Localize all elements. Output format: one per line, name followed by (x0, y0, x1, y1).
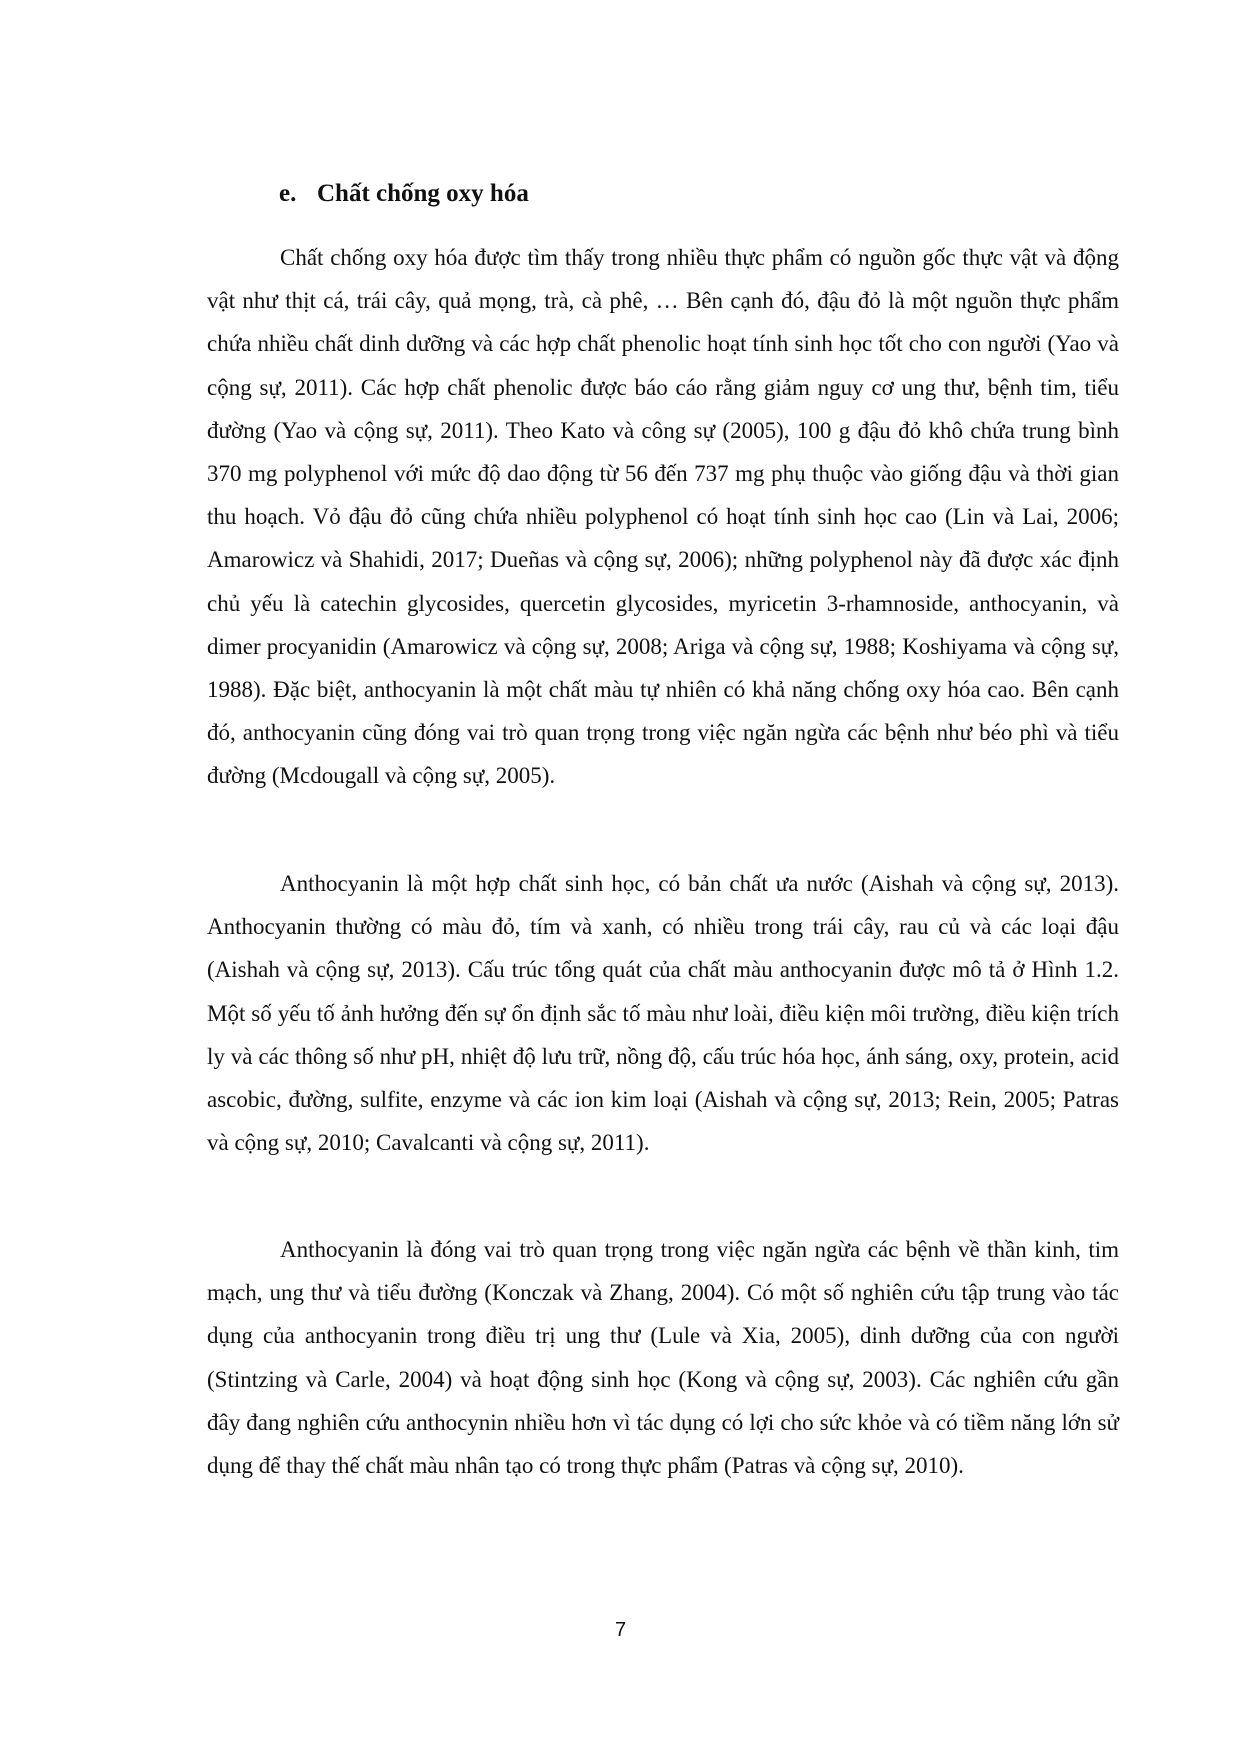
section-title: Chất chống oxy hóa (317, 180, 529, 207)
page-number: 7 (614, 1619, 627, 1641)
paragraph-anthocyanin-health: Anthocyanin là đóng vai trò quan trọng trong việc ngăn ngừa các bệnh về thần kinh, tim mạch, ung thư và tiểu đường (Konczak và Zhang, 2004). Có một số nghiên cứu tập trung vào tác dụng của anthocyanin trong điều trị ung thư (Lule và Xia, 2005), dinh dưỡng của con người (Stintzing và Carle, 2004) và hoạt động sinh học (Kong và cộng sự, 2003). Các nghiên cứu gần đây đang nghiên cứu anthocynin nhiều hơn vì tác dụng có lợi cho sức khỏe và có tiềm năng lớn sử dụng để thay thế chất màu nhân tạo có trong thực phẩm (Patras và cộng sự, 2010). (207, 1237, 1119, 1479)
section-number: e. (279, 180, 297, 207)
paragraph-antioxidants-intro: Chất chống oxy hóa được tìm thấy trong nhiều thực phẩm có nguồn gốc thực vật và động vật như thịt cá, trái cây, quả mọng, trà, cà phê, … Bên cạnh đó, đậu đỏ là một nguồn thực phẩm chứa nhiều chất dinh dưỡng và các hợp chất phenolic hoạt tính sinh học tốt cho con người (Yao và cộng sự, 2011). Các hợp chất phenolic được báo cáo rằng giảm nguy cơ ung thư, bệnh tim, tiểu đường (Yao và cộng sự, 2011). Theo Kato và công sự (2005), 100 g đậu đỏ khô chứa trung bình 370 mg polyphenol với mức độ dao động từ 56 đến 737 mg phụ thuộc vào giống đậu và thời gian thu hoạch. Vỏ đậu đỏ cũng chứa nhiều polyphenol có hoạt tính sinh học cao (Lin và Lai, 2006; Amarowicz và Shahidi, 2017; Dueñas và cộng sự, 2006); những polyphenol này đã được xác định chủ yếu là catechin glycosides, quercetin glycosides, myricetin 3-rhamnoside, anthocyanin, và dimer procyanidin (Amarowicz và cộng sự, 2008; Ariga và cộng sự, 1988; Koshiyama và cộng sự, 1988). Đặc biệt, anthocyanin là một chất màu tự nhiên có khả năng chống oxy hóa cao. Bên cạnh đó, anthocyanin cũng đóng vai trò quan trọng trong việc ngăn ngừa các bệnh như béo phì và tiểu đường (Mcdougall và cộng sự, 2005). (207, 245, 1119, 789)
paragraph-anthocyanin-properties: Anthocyanin là một hợp chất sinh học, có bản chất ưa nước (Aishah và cộng sự, 2013). Anthocyanin thường có màu đỏ, tím và xanh, có nhiều trong trái cây, rau củ và các loại đậu (Aishah và cộng sự, 2013). Cấu trúc tổng quát của chất màu anthocyanin được mô tả ở Hình 1.2. Một số yếu tố ảnh hưởng đến sự ổn định sắc tố màu như loài, điều kiện môi trường, điều kiện trích ly và các thông số như pH, nhiệt độ lưu trữ, nồng độ, cấu trúc hóa học, ánh sáng, oxy, protein, acid ascobic, đường, sulfite, enzyme và các ion kim loại (Aishah và cộng sự, 2013; Rein, 2005; Patras và cộng sự, 2010; Cavalcanti và cộng sự, 2011). (207, 871, 1119, 1156)
section-heading (279, 172, 529, 216)
